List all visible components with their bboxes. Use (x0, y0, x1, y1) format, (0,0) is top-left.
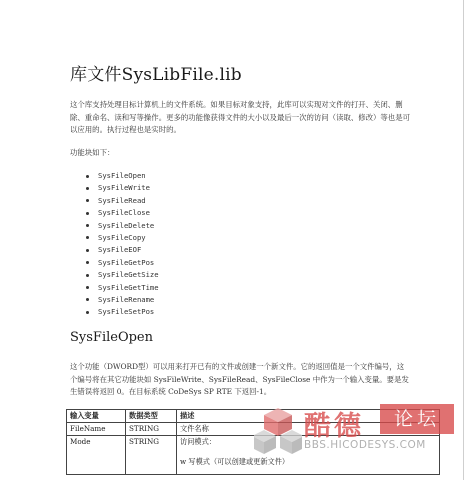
mode-option-w: w 写模式（可以创建或更新文件） (180, 457, 290, 466)
list-item: SysFileDelete (86, 220, 159, 232)
list-item: SysFileRename (86, 294, 159, 306)
table-cell-type: STRING (126, 423, 177, 436)
watermark (250, 396, 464, 480)
list-item: SysFileOpen (86, 170, 159, 182)
table-cell-type: STRING (126, 436, 177, 475)
list-item: SysFileGetSize (86, 269, 159, 281)
watermark-url: BBS.HICODESYS.COM (304, 439, 426, 451)
column-header: 描述 (177, 410, 440, 423)
list-item: SysFileEOF (86, 244, 159, 256)
list-item: SysFileClose (86, 207, 159, 219)
cubes-logo-icon (254, 406, 302, 458)
column-header: 数据类型 (126, 410, 177, 423)
function-list (86, 170, 159, 319)
table-cell-desc: 文件名称 (177, 423, 440, 436)
watermark-forum: 论坛 (380, 404, 454, 434)
intro-paragraph: 这个库支持处理目标计算机上的文件系统。如果目标对象支持，此库可以实现对文件的打开、关闭、删除、重命名、读和写等操作。更多的功能像获得文件的大小以及最后一次的访问（读取、修改）等也是可以应用的。执行过程也是实时的。 (70, 100, 410, 134)
functions-label: 功能块如下： (70, 148, 115, 157)
page-title: 库文件SysLibFile.lib (70, 65, 242, 85)
section-description: 这个功能（DWORD型）可以用来打开已有的文件或创建一个新文件。它的返回值是一个文件编号，这个编号将在其它功能块如 SysFileWrite、SysFileRead、SysFileClose 中作为一个输入变量。要是发生错误将返回 0。在目标系统 CoDeSys SP RTE 下返回-1。 (70, 362, 409, 396)
list-item: SysFileGetTime (86, 282, 159, 294)
table-cell-name: Mode (67, 436, 126, 475)
column-header: 输入变量 (67, 410, 126, 423)
list-item: SysFileGetPos (86, 257, 159, 269)
list-item: SysFileCopy (86, 232, 159, 244)
table-cell-name: FileName (67, 423, 126, 436)
mode-label: 访问模式： (180, 437, 216, 446)
watermark-brand: 酷德 (304, 411, 364, 442)
list-item: SysFileRead (86, 195, 159, 207)
list-item: SysFileWrite (86, 182, 159, 194)
list-item: SysFileSetPos (86, 306, 159, 318)
section-title: SysFileOpen (70, 330, 153, 345)
